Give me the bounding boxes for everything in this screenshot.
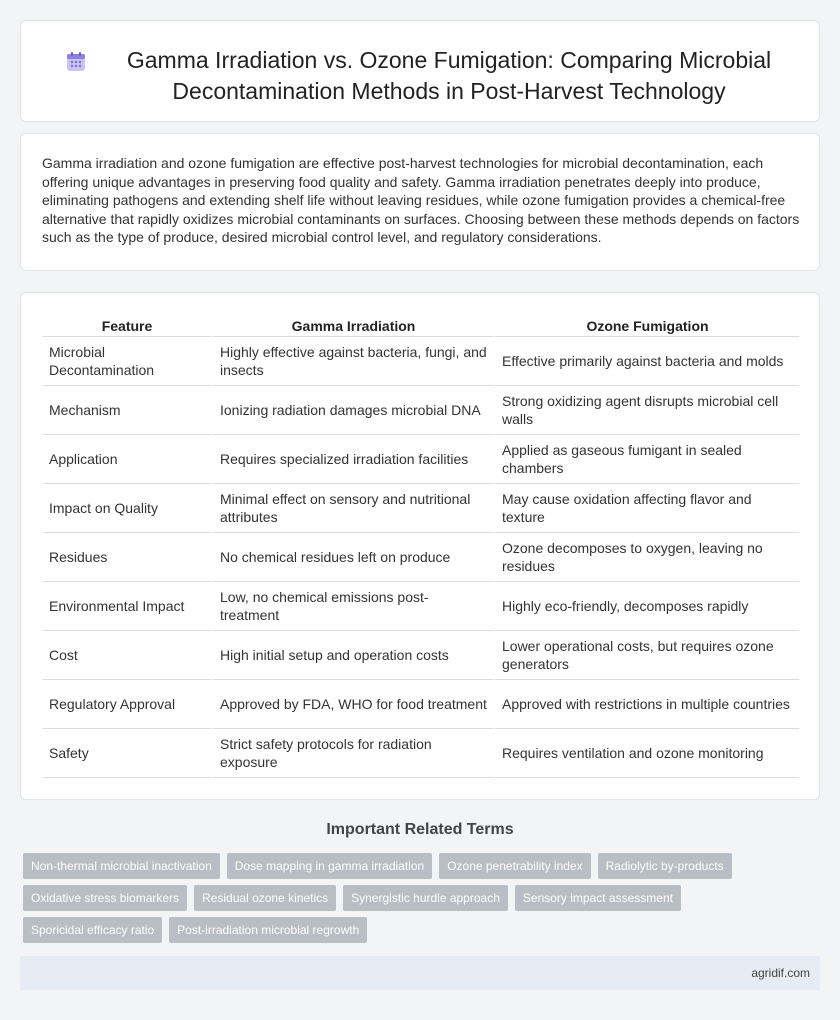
ozone-cell: Ozone decomposes to oxygen, leaving no residues [493,533,799,582]
feature-cell: Environmental Impact [43,582,211,631]
table-row [43,386,799,435]
feature-cell: Microbial Decontamination [43,337,211,386]
table-row [43,533,799,582]
gamma-cell: Low, no chemical emissions post-treatment [211,582,493,631]
gamma-cell: Strict safety protocols for radiation exposure [211,729,493,778]
table-row [43,582,799,631]
title-card [20,20,820,122]
feature-cell: Mechanism [43,386,211,435]
gamma-cell: Requires specialized irradiation facilities [211,435,493,484]
feature-cell: Regulatory Approval [43,680,211,729]
table-card [20,292,820,800]
feature-cell: Cost [43,631,211,680]
page-title: Gamma Irradiation vs. Ozone Fumigation: Comparing Microbial Decontamination Methods in Post-Harvest Technology [126,47,772,104]
related-terms-heading: Important Related Terms [326,821,514,838]
header-ozone: Ozone Fumigation [493,315,799,337]
related-term-tag[interactable]: Sensory impact assessment [515,885,681,911]
gamma-cell: Highly effective against bacteria, fungi, and insects [211,337,493,386]
header-feature: Feature [43,315,211,337]
footer-site-link[interactable]: agridif.com [751,966,810,980]
ozone-cell: Strong oxidizing agent disrupts microbial cell walls [493,386,799,435]
table-row [43,631,799,680]
related-term-tag[interactable]: Dose mapping in gamma irradiation [227,853,432,879]
gamma-cell: Minimal effect on sensory and nutritional attributes [211,484,493,533]
calendar-icon [65,51,87,73]
table-header-row [43,315,799,337]
ozone-cell: Lower operational costs, but requires ozone generators [493,631,799,680]
title-row [61,45,801,107]
header-gamma: Gamma Irradiation [211,315,493,337]
related-term-tag[interactable]: Ozone penetrability index [439,853,590,879]
table-row [43,435,799,484]
table-row [43,337,799,386]
ozone-cell: Applied as gaseous fumigant in sealed chambers [493,435,799,484]
related-term-tag[interactable]: Non-thermal microbial inactivation [23,853,220,879]
comparison-table [43,315,799,778]
gamma-cell: No chemical residues left on produce [211,533,493,582]
feature-cell: Impact on Quality [43,484,211,533]
footer [20,956,820,990]
ozone-cell: Effective primarily against bacteria and molds [493,337,799,386]
table-row [43,484,799,533]
intro-card [20,133,820,271]
intro-paragraph: Gamma irradiation and ozone fumigation are effective post-harvest technologies for microbial decontamination, each offering unique advantages in preserving food quality and safety. Gamma irradiation penetrates deeply into produce, eliminating pathogens and extending shelf life without leaving residues, while ozone fumigation provides a chemical-free alternative that rapidly oxidizes microbial contaminants on surfaces. Choosing between these methods depends on factors such as the type of produce, desired microbial control level, and regulatory considerations. [42,155,800,246]
related-term-tag[interactable]: Residual ozone kinetics [194,885,336,911]
ozone-cell: Requires ventilation and ozone monitoring [493,729,799,778]
feature-cell: Residues [43,533,211,582]
table-row [43,680,799,729]
ozone-cell: Approved with restrictions in multiple countries [493,680,799,729]
related-term-tag[interactable]: Sporicidal efficacy ratio [23,917,162,943]
related-terms-list [23,853,783,943]
gamma-cell: Ionizing radiation damages microbial DNA [211,386,493,435]
related-term-tag[interactable]: Post-irradiation microbial regrowth [169,917,367,943]
related-term-tag[interactable]: Oxidative stress biomarkers [23,885,187,911]
feature-cell: Safety [43,729,211,778]
ozone-cell: Highly eco-friendly, decomposes rapidly [493,582,799,631]
related-term-tag[interactable]: Radiolytic by-products [598,853,732,879]
ozone-cell: May cause oxidation affecting flavor and texture [493,484,799,533]
gamma-cell: High initial setup and operation costs [211,631,493,680]
table-row [43,729,799,778]
related-term-tag[interactable]: Synergistic hurdle approach [343,885,508,911]
gamma-cell: Approved by FDA, WHO for food treatment [211,680,493,729]
feature-cell: Application [43,435,211,484]
